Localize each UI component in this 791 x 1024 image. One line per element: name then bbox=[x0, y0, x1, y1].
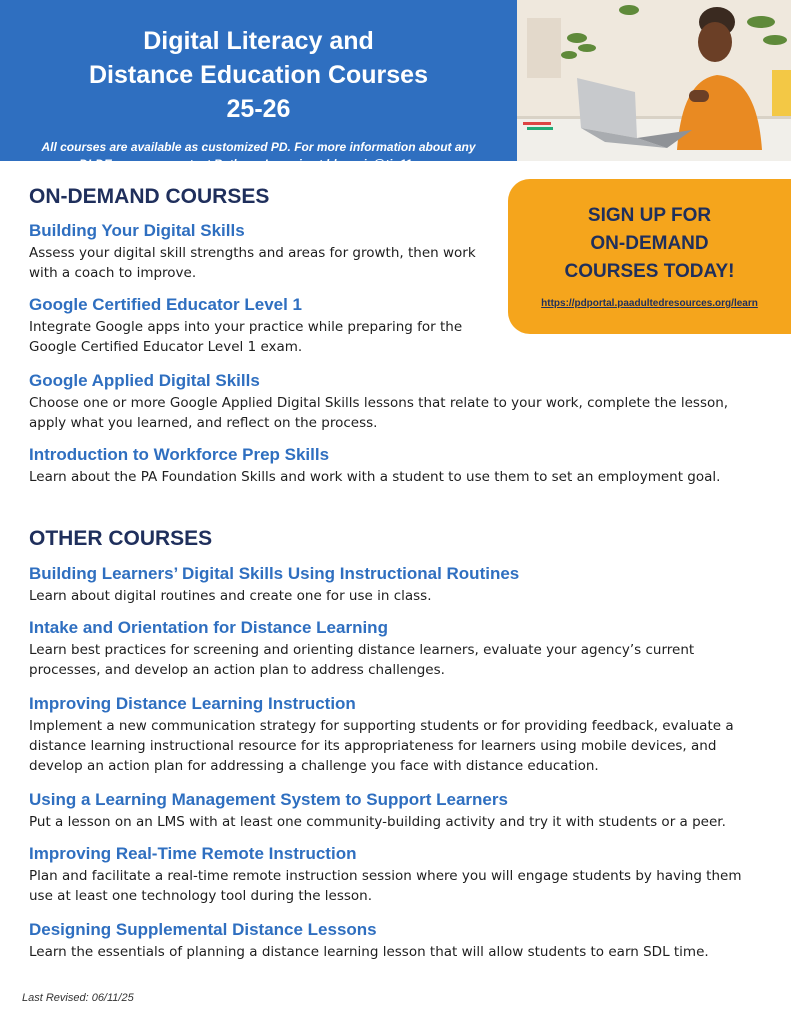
other-courses-heading: OTHER COURSES bbox=[29, 527, 213, 550]
contact-email-link[interactable]: blezanic@tiu11.org bbox=[325, 157, 435, 171]
subtitle-text: All courses are available as customized PD. For more information about any DLDE courses, contact Bethany Lezanic at bbox=[41, 140, 476, 171]
signup-line-2: ON-DEMAND bbox=[590, 233, 709, 254]
course-title: Designing Supplemental Distance Lessons bbox=[29, 920, 377, 939]
course-title: Improving Distance Learning Instruction bbox=[29, 694, 356, 713]
course-title: Improving Real-Time Remote Instruction bbox=[29, 844, 357, 863]
course-title: Google Applied Digital Skills bbox=[29, 371, 260, 390]
subtitle-period: . bbox=[434, 157, 438, 171]
course-item bbox=[29, 563, 769, 606]
header-banner bbox=[0, 0, 517, 171]
course-title: Introduction to Workforce Prep Skills bbox=[29, 445, 330, 464]
course-item bbox=[29, 693, 769, 776]
course-description: Learn about the PA Foundation Skills and work with a student to use them to set an employment goal. bbox=[29, 469, 721, 485]
course-item bbox=[29, 919, 769, 962]
course-title: Building Your Digital Skills bbox=[29, 221, 245, 240]
page-title: Digital Literacy and Distance Education Courses 25-26 bbox=[89, 27, 428, 123]
course-description: Learn about digital routines and create one for use in class. bbox=[29, 588, 432, 604]
course-item bbox=[29, 294, 499, 357]
course-title: Building Learners’ Digital Skills Using Instructional Routines bbox=[29, 564, 520, 583]
course-description: Learn best practices for screening and orienting distance learners, evaluate your agency’s current processes, and develop an action plan to address challenges. bbox=[29, 642, 695, 678]
course-item bbox=[29, 843, 769, 906]
course-item bbox=[29, 617, 749, 680]
signup-callout bbox=[508, 179, 791, 334]
course-item bbox=[29, 370, 769, 433]
course-description: Plan and facilitate a real-time remote instruction session where you will engage students by having them use at least one technology tool during the lesson. bbox=[29, 868, 742, 904]
on-demand-heading: ON-DEMAND COURSES bbox=[29, 185, 270, 208]
course-description: Put a lesson on an LMS with at least one community-building activity and try it with students or a peer. bbox=[29, 814, 726, 830]
course-title: Intake and Orientation for Distance Learning bbox=[29, 618, 388, 637]
course-title: Google Certified Educator Level 1 bbox=[29, 295, 303, 314]
course-description: Learn the essentials of planning a distance learning lesson that will allow students to earn SDL time. bbox=[29, 944, 709, 960]
header-subtitle bbox=[24, 139, 493, 173]
course-description: Choose one or more Google Applied Digital Skills lessons that relate to your work, complete the lesson, apply what you learned, and reflect on the process. bbox=[29, 395, 729, 431]
signup-line-1: SIGN UP FOR bbox=[587, 205, 712, 226]
woman-laptop-illustration bbox=[517, 0, 791, 161]
course-title: Using a Learning Management System to Support Learners bbox=[29, 790, 508, 809]
signup-heading bbox=[508, 202, 791, 286]
signup-url-link[interactable]: https://pdportal.paadultedresources.org/learn bbox=[541, 298, 758, 309]
course-item bbox=[29, 444, 769, 487]
course-item bbox=[29, 789, 769, 832]
hero-photo bbox=[517, 0, 791, 161]
course-description: Assess your digital skill strengths and areas for growth, then work with a coach to improve. bbox=[29, 245, 476, 281]
course-description: Implement a new communication strategy for supporting students or for providing feedback, evaluate a distance learning instructional resource for its appropriateness for learners using mobile devices, and develop an action plan for addressing a challenge you face with distance education. bbox=[29, 718, 734, 774]
course-item bbox=[29, 220, 499, 283]
last-revised-note: Last Revised: 06/11/25 bbox=[22, 992, 134, 1004]
signup-line-3: COURSES TODAY! bbox=[564, 261, 735, 282]
course-description: Integrate Google apps into your practice while preparing for the Google Certified Educator Level 1 exam. bbox=[29, 319, 463, 355]
